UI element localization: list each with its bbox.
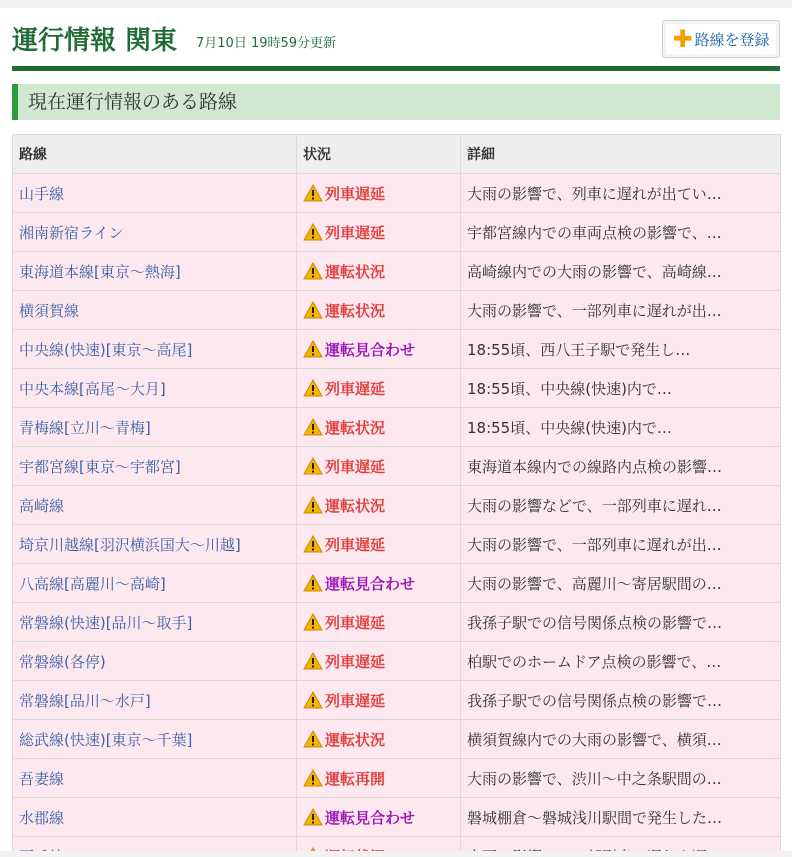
status-text: 運転見合わせ [325, 574, 416, 593]
line-cell [13, 720, 297, 759]
line-cell [13, 330, 297, 369]
detail-cell: 大雨の影響などで、一部列車に遅れ… [461, 486, 781, 525]
column-header-line: 路線 [13, 135, 297, 174]
table-row[interactable] [13, 447, 781, 486]
table-body [13, 174, 781, 857]
line-cell [13, 759, 297, 798]
status-text: 列車遅延 [325, 691, 386, 710]
detail-cell: 我孫子駅での信号関係点検の影響で… [461, 681, 781, 720]
detail-cell: 18:55頃、中央線(快速)内で… [461, 369, 781, 408]
detail-cell: 大雨の影響で、高麗川～寄居駅間の… [461, 564, 781, 603]
line-link[interactable]: 横須賀線 [19, 301, 80, 320]
table-header-row [13, 135, 781, 174]
status-text: 列車遅延 [325, 613, 386, 632]
status-cell [297, 564, 461, 603]
warning-triangle-icon [303, 496, 323, 514]
line-link[interactable]: 埼京川越線[羽沢横浜国大～川越] [19, 535, 241, 554]
status-cell [297, 213, 461, 252]
status-badge [303, 525, 454, 563]
line-link[interactable]: 湘南新宿ライン [19, 223, 124, 242]
status-text: 運転状況 [325, 262, 386, 281]
status-text: 運転再開 [325, 769, 386, 788]
status-badge [303, 330, 454, 368]
status-text: 運転状況 [325, 418, 386, 437]
status-badge [303, 486, 454, 524]
detail-cell: 高崎線内での大雨の影響で、高崎線… [461, 252, 781, 291]
line-link[interactable]: 中央線(快速)[東京～高尾] [19, 340, 193, 359]
line-link[interactable]: 常磐線[品川～水戸] [19, 691, 151, 710]
status-text: 列車遅延 [325, 535, 386, 554]
status-cell [297, 603, 461, 642]
line-cell [13, 486, 297, 525]
detail-cell: 宇都宮線内での車両点検の影響で、… [461, 213, 781, 252]
status-badge [303, 213, 454, 251]
table-row[interactable] [13, 564, 781, 603]
detail-cell: 磐城棚倉～磐城浅川駅間で発生した… [461, 798, 781, 837]
warning-triangle-icon [303, 535, 323, 553]
line-link[interactable]: 中央本線[高尾～大月] [19, 379, 166, 398]
detail-cell: 柏駅でのホームドア点検の影響で、… [461, 642, 781, 681]
table-row[interactable] [13, 759, 781, 798]
status-text: 運転状況 [325, 301, 386, 320]
warning-triangle-icon [303, 769, 323, 787]
column-header-status: 状況 [297, 135, 461, 174]
line-link[interactable]: 常磐線(各停) [19, 652, 106, 671]
warning-triangle-icon [303, 301, 323, 319]
line-link[interactable]: 八高線[高麗川～高崎] [19, 574, 166, 593]
table-row[interactable] [13, 681, 781, 720]
detail-cell: 東海道本線内での線路内点検の影響… [461, 447, 781, 486]
status-cell [297, 759, 461, 798]
line-cell [13, 252, 297, 291]
table-row[interactable] [13, 798, 781, 837]
status-cell [297, 486, 461, 525]
line-cell [13, 369, 297, 408]
table-row[interactable] [13, 525, 781, 564]
status-badge [303, 447, 454, 485]
detail-cell: 大雨の影響で、一部列車に遅れが出… [461, 291, 781, 330]
status-badge [303, 369, 454, 407]
warning-triangle-icon [303, 457, 323, 475]
detail-cell: 大雨の影響で、渋川～中之条駅間の… [461, 759, 781, 798]
page-title: 運行情報 関東 [12, 26, 178, 56]
page-header [12, 20, 780, 68]
table-row[interactable] [13, 408, 781, 447]
status-badge [303, 291, 454, 329]
table-row[interactable] [13, 642, 781, 681]
header-divider [12, 66, 780, 71]
status-badge [303, 252, 454, 290]
status-cell [297, 642, 461, 681]
plus-icon: ✚ [672, 25, 693, 53]
table-row[interactable] [13, 213, 781, 252]
status-cell [297, 291, 461, 330]
status-text: 運転状況 [325, 730, 386, 749]
status-text: 運転見合わせ [325, 340, 416, 359]
line-cell [13, 525, 297, 564]
table-row[interactable] [13, 330, 781, 369]
column-header-detail: 詳細 [461, 135, 781, 174]
line-link[interactable]: 常磐線(快速)[品川～取手] [19, 613, 193, 632]
warning-triangle-icon [303, 184, 323, 202]
detail-cell: 18:55頃、中央線(快速)内で… [461, 408, 781, 447]
table-row[interactable] [13, 720, 781, 759]
status-cell [297, 408, 461, 447]
line-cell [13, 798, 297, 837]
status-text: 列車遅延 [325, 379, 386, 398]
detail-cell: 我孫子駅での信号関係点検の影響で… [461, 603, 781, 642]
table-row[interactable] [13, 603, 781, 642]
status-text: 列車遅延 [325, 223, 386, 242]
detail-cell: 18:55頃、西八王子駅で発生し… [461, 330, 781, 369]
line-cell [13, 564, 297, 603]
line-link[interactable]: 水郡線 [19, 808, 65, 827]
line-link[interactable]: 高崎線 [19, 496, 65, 515]
detail-cell: 横須賀線内での大雨の影響で、横須… [461, 720, 781, 759]
line-cell [13, 681, 297, 720]
warning-triangle-icon [303, 379, 323, 397]
status-cell [297, 720, 461, 759]
register-line-button[interactable] [662, 20, 780, 58]
table-row[interactable] [13, 291, 781, 330]
line-cell [13, 291, 297, 330]
line-link[interactable]: 青梅線[立川～青梅] [19, 418, 151, 437]
table-row[interactable] [13, 369, 781, 408]
warning-triangle-icon [303, 691, 323, 709]
update-timestamp: 7月10日 19時59分更新 [196, 36, 337, 51]
section-heading: 現在運行情報のある路線 [12, 84, 780, 120]
line-cell [13, 642, 297, 681]
page [0, 8, 792, 857]
register-line-label: 路線を登録 [694, 30, 770, 49]
line-link[interactable]: 総武線(快速)[東京～千葉] [19, 730, 193, 749]
status-cell [297, 330, 461, 369]
status-cell [297, 525, 461, 564]
status-text: 運転見合わせ [325, 808, 416, 827]
warning-triangle-icon [303, 223, 323, 241]
status-badge [303, 564, 454, 602]
line-link[interactable]: 山手線 [19, 184, 65, 203]
status-text: 列車遅延 [325, 457, 386, 476]
status-badge [303, 759, 454, 797]
line-link[interactable]: 吾妻線 [19, 769, 65, 788]
warning-triangle-icon [303, 730, 323, 748]
line-link[interactable]: 東海道本線[東京～熱海] [19, 262, 181, 281]
line-cell [13, 174, 297, 213]
status-cell [297, 174, 461, 213]
status-cell [297, 369, 461, 408]
table-row[interactable] [13, 252, 781, 291]
line-cell [13, 603, 297, 642]
status-badge [303, 720, 454, 758]
status-badge [303, 642, 454, 680]
line-cell [13, 408, 297, 447]
status-cell [297, 252, 461, 291]
status-cell [297, 798, 461, 837]
line-cell [13, 213, 297, 252]
detail-cell: 大雨の影響で、列車に遅れが出てい… [461, 174, 781, 213]
status-badge [303, 798, 454, 836]
line-cell [13, 447, 297, 486]
warning-triangle-icon [303, 613, 323, 631]
status-cell [297, 447, 461, 486]
top-strip [0, 0, 792, 8]
status-badge [303, 681, 454, 719]
operation-info-table [12, 134, 781, 857]
warning-triangle-icon [303, 808, 323, 826]
warning-triangle-icon [303, 262, 323, 280]
status-text: 列車遅延 [325, 184, 386, 203]
status-badge [303, 174, 454, 212]
status-text: 運転状況 [325, 496, 386, 515]
status-text: 列車遅延 [325, 652, 386, 671]
warning-triangle-icon [303, 340, 323, 358]
status-badge [303, 408, 454, 446]
detail-cell: 大雨の影響で、一部列車に遅れが出… [461, 525, 781, 564]
line-link[interactable]: 宇都宮線[東京～宇都宮] [19, 457, 181, 476]
table-row[interactable] [13, 486, 781, 525]
table-row[interactable] [13, 174, 781, 213]
status-badge [303, 603, 454, 641]
status-cell [297, 681, 461, 720]
warning-triangle-icon [303, 418, 323, 436]
bottom-strip [0, 851, 792, 857]
warning-triangle-icon [303, 574, 323, 592]
warning-triangle-icon [303, 652, 323, 670]
